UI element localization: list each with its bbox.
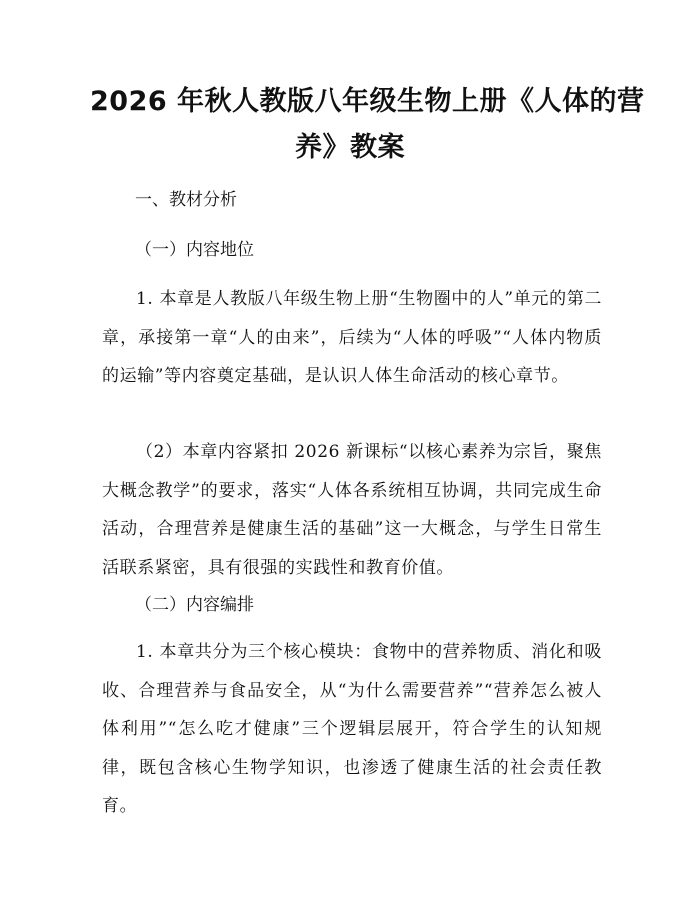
subsection-heading-content-arrangement: （二）内容编排 bbox=[135, 595, 254, 615]
paragraph-content-position-1: 1. 本章是人教版八年级生物上册“生物圈中的人”单元的第二章，承接第一章“人的由来”，后续为“人体的呼吸”“人体内物质的运输”等内容奠定基础，是认识人体生命活动的核心章节。 bbox=[102, 289, 602, 386]
document-title-line-1: 2026 年秋人教版八年级生物上册《人体的营 bbox=[90, 86, 645, 117]
subsection-heading-content-position: （一）内容地位 bbox=[135, 240, 254, 260]
paragraph-content-arrangement-1: 1. 本章共分为三个核心模块：食物中的营养物质、消化和吸收、合理营养与食品安全，从“为什么需要营养”“营养怎么被人体利用”“怎么吃才健康”三个逻辑层展开，符合学生的认知规律，既包含核心生物学知识，也渗透了健康生活的社会责任教育。 bbox=[102, 642, 602, 816]
paragraph-content-position-2: （2）本章内容紧扣 2026 新课标“以核心素养为宗旨，聚焦大概念教学”的要求，落实“人体各系统相互协调，共同完成生命活动，合理营养是健康生活的基础”这一大概念，与学生日常生活联系紧密，具有很强的实践性和教育价值。 bbox=[102, 442, 602, 578]
document-title-line-2: 养》教案 bbox=[295, 132, 405, 163]
section-heading-textbook-analysis: 一、教材分析 bbox=[135, 190, 237, 210]
